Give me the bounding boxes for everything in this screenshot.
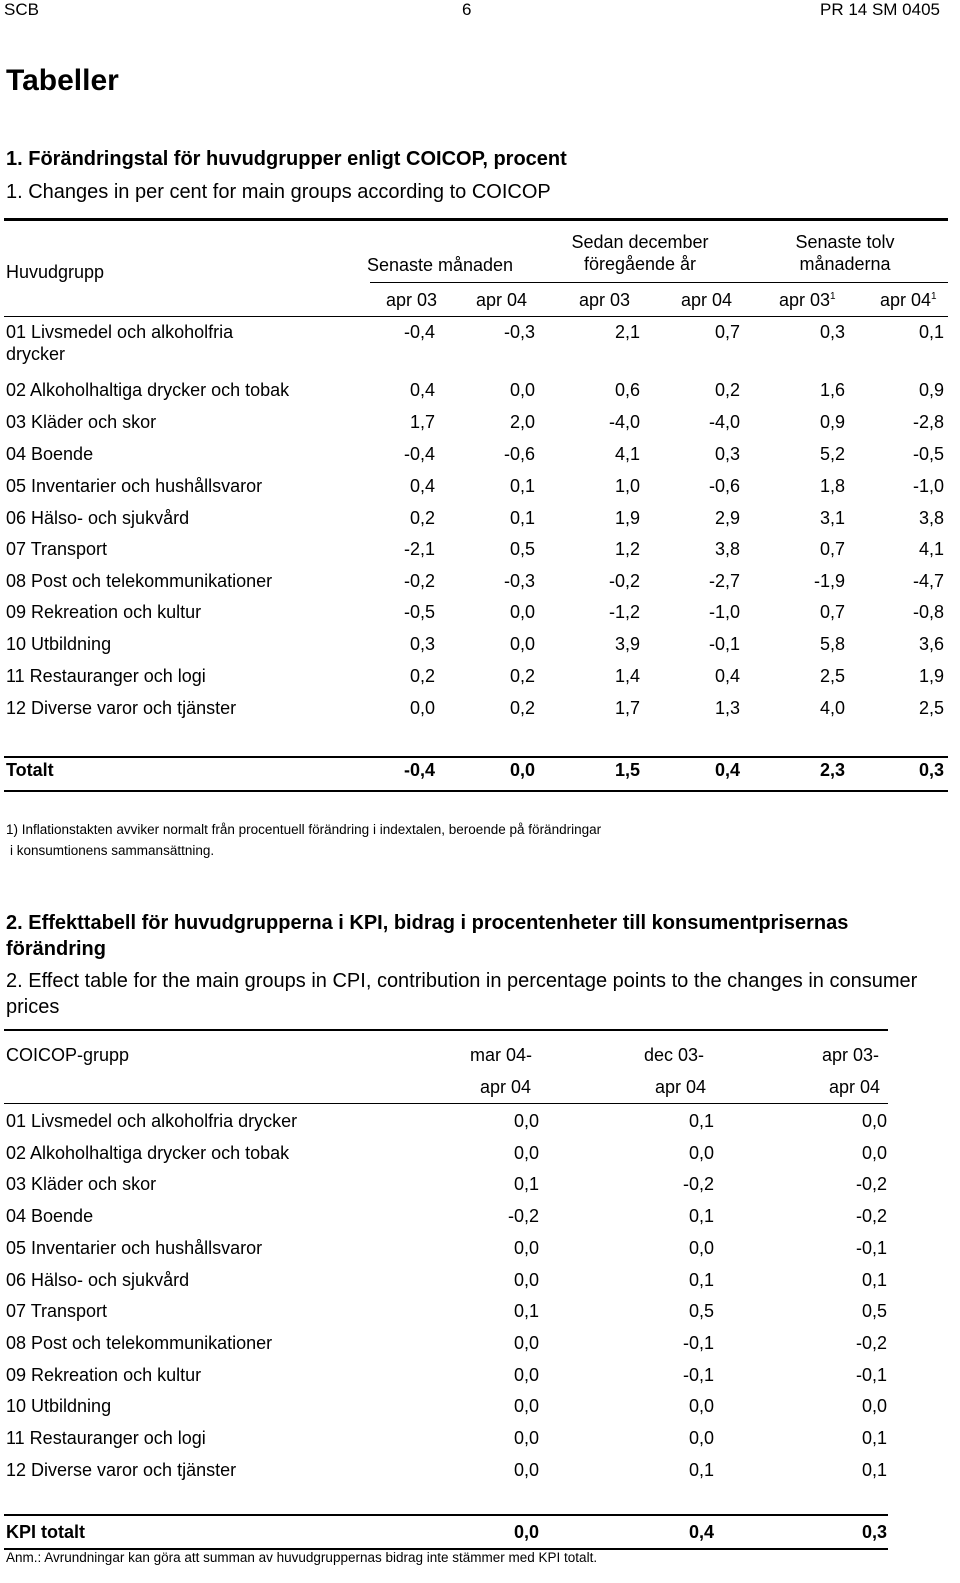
table1-cell: -2,7 [708, 571, 740, 591]
table1-cell: 0,0 [409, 698, 435, 718]
table2-cell: 0,1 [861, 1269, 887, 1290]
table1-row-label: 11 Restauranger och logi [6, 666, 206, 686]
table1-sub-2: apr 04 [476, 290, 528, 310]
table1-cell: 0,2 [509, 666, 535, 686]
table1-cell: 0,0 [509, 602, 535, 622]
table2-top-rule [4, 1029, 888, 1031]
table1-row-label: 06 Hälso- och sjukvård [6, 508, 190, 528]
table2-cell: 0,0 [513, 1459, 539, 1480]
table2-cell: -0,1 [682, 1364, 714, 1385]
table2-head-1b: apr 04 [480, 1077, 532, 1097]
table2-row-label: 08 Post och telekommunikationer [6, 1332, 273, 1353]
table1-row-label: 01 Livsmedel och alkoholfria [6, 322, 234, 342]
table1-total-cell: 2,3 [819, 760, 845, 780]
table2-row-label: 01 Livsmedel och alkoholfria drycker [6, 1111, 298, 1131]
table1-top-rule [4, 218, 948, 221]
table1-row-label: 02 Alkoholhaltiga drycker och tobak [6, 380, 290, 400]
table1-group-twelve-1: Senaste tolv [795, 232, 895, 252]
table1-cell: 2,1 [614, 322, 640, 342]
table1-group-last-month: Senaste månaden [366, 255, 514, 275]
table1-cell: 0,9 [819, 412, 845, 432]
table1-cell: 4,0 [819, 698, 845, 718]
table2-head-1a: mar 04- [470, 1045, 533, 1065]
table1-cell: 1,9 [614, 508, 640, 528]
table2-cell: 0,1 [688, 1459, 714, 1480]
table1-row-label: 05 Inventarier och hushållsvaror [6, 476, 263, 496]
table1-cell: -2,1 [403, 539, 435, 559]
table1-cell: -0,1 [708, 634, 740, 654]
table2-cell: -0,1 [682, 1332, 714, 1353]
table1-total-cell: -0,4 [403, 760, 435, 780]
table1-cell: 4,1 [918, 539, 944, 559]
table2-cell: -0,2 [855, 1206, 887, 1227]
table1-cell: 0,7 [819, 602, 845, 622]
table2-head-3b: apr 04 [829, 1077, 881, 1097]
table1-cell: 3,6 [918, 634, 944, 654]
table1-cell: -1,9 [813, 571, 845, 591]
table1-cell: 5,2 [819, 444, 845, 464]
table1-cell: 1,2 [614, 539, 640, 559]
table1-cell: -1,0 [708, 602, 740, 622]
table1-cell: 0,1 [918, 322, 944, 342]
table2-cell: 0,1 [688, 1111, 714, 1131]
table2-cell: 0,0 [513, 1428, 539, 1448]
header-right: PR 14 SM 0405 [819, 0, 940, 19]
table2-row-label: 12 Diverse varor och tjänster [6, 1459, 237, 1480]
table1-cell: 0,2 [509, 698, 535, 718]
table1-cell: 3,8 [918, 508, 944, 528]
table1-cell: 5,8 [819, 634, 845, 654]
table2-cell: 0,0 [513, 1142, 539, 1163]
table1-title-sv: 1. Förändringstal för huvudgrupper enligt COICOP, procent [6, 148, 567, 170]
table1-cell: 0,3 [409, 634, 435, 654]
table1-cell: 0,2 [714, 380, 740, 400]
table2-head-2a: dec 03- [644, 1045, 705, 1065]
table2-cell: 0,0 [513, 1111, 539, 1131]
table2-row-label: 06 Hälso- och sjukvård [6, 1269, 190, 1290]
table1-row-label: 09 Rekreation och kultur [6, 602, 202, 622]
table2-cell: -0,2 [855, 1332, 887, 1353]
table2-row-label: 04 Boende [6, 1206, 94, 1227]
section-title: Tabeller [6, 64, 119, 97]
table2-cell: -0,1 [855, 1364, 887, 1385]
table2-head-3a: apr 03- [822, 1045, 880, 1065]
table1-cell: 3,1 [819, 508, 845, 528]
table1-cell: 0,2 [409, 508, 435, 528]
table1-cell: -0,2 [403, 571, 435, 591]
table1-cell: -4,7 [912, 571, 944, 591]
table2-row-label: 09 Rekreation och kultur [6, 1364, 202, 1385]
table1-cell: -2,8 [912, 412, 944, 432]
table1-total-cell: 1,5 [614, 760, 640, 780]
table1-sub-1: apr 03 [386, 290, 438, 310]
table2-cell: 0,1 [513, 1301, 539, 1322]
table1-cell: 2,5 [918, 698, 944, 718]
table1-total-label: Totalt [6, 760, 54, 780]
table1-cell: 4,1 [614, 444, 640, 464]
table2-cell: 0,0 [513, 1332, 539, 1353]
table2-header-rule [4, 1103, 888, 1104]
table1-total-cell: 0,0 [509, 760, 535, 780]
table1-title-en: 1. Changes in per cent for main groups according to COICOP [6, 181, 551, 203]
table1-cell: 3,8 [714, 539, 740, 559]
table1-row-label-cont: drycker [6, 344, 66, 364]
table1-cell: -0,5 [912, 444, 944, 464]
table1-cell: 0,3 [714, 444, 740, 464]
table2-total-cell: 0,4 [688, 1522, 714, 1542]
table1-cell: 0,7 [714, 322, 740, 342]
table2-total-cell: 0,3 [861, 1522, 887, 1542]
table1-row-label: 04 Boende [6, 444, 94, 464]
table2-cell: 0,1 [861, 1459, 887, 1480]
table2-cell: 0,0 [513, 1237, 539, 1258]
table1-row-label: 12 Diverse varor och tjänster [6, 698, 237, 718]
table2-cell: 0,1 [688, 1269, 714, 1290]
table1-cell: 0,2 [409, 666, 435, 686]
table1-cell: -0,3 [503, 322, 535, 342]
table2-cell: 0,1 [688, 1206, 714, 1227]
table1-cell: 0,9 [918, 380, 944, 400]
table1-cell: -0,3 [503, 571, 535, 591]
table1-cell: -0,6 [503, 444, 535, 464]
table1-cell: -0,4 [403, 444, 435, 464]
table1-row-label: 03 Kläder och skor [6, 412, 157, 432]
table2-row-label: 07 Transport [6, 1301, 108, 1322]
table1-footnote-2: i konsumtionens sammansättning. [10, 843, 215, 858]
table1-cell: 1,3 [714, 698, 740, 718]
table1-cell: -0,5 [403, 602, 435, 622]
table1-cell: 0,4 [409, 380, 435, 400]
table2-head-2b: apr 04 [655, 1077, 707, 1097]
table1-group-since-dec-1: Sedan december [571, 232, 709, 252]
table1-row-label: 08 Post och telekommunikationer [6, 571, 273, 591]
table2-cell: 0,0 [688, 1142, 714, 1163]
page-number: 6 [462, 0, 472, 19]
table2-col-label: COICOP-grupp [6, 1045, 130, 1065]
table1-cell: 1,0 [614, 476, 640, 496]
table1-col-label: Huvudgrupp [6, 262, 105, 282]
table1-sub-4: apr 04 [681, 290, 733, 310]
table1-cell: 1,9 [918, 666, 944, 686]
table1-cell: 0,3 [819, 322, 845, 342]
header-left: SCB [4, 0, 39, 19]
table1-cell: 2,0 [509, 412, 535, 432]
table1-cell: 0,4 [714, 666, 740, 686]
table1-cell: 0,1 [509, 476, 535, 496]
table1-sub-6: apr $04^1$ [880, 290, 937, 310]
table1-sub-5: apr $03^1$ [779, 290, 836, 310]
table1-cell: 0,4 [409, 476, 435, 496]
table2-cell: 0,1 [861, 1428, 887, 1448]
table2-cell: 0,0 [513, 1364, 539, 1385]
table1-footnote-1: 1) Inflationstakten avviker normalt från procentuell förändring i indextalen, beroende på förändringar [6, 822, 602, 837]
table2-cell: -0,1 [855, 1237, 887, 1258]
table1-cell: 0,0 [509, 634, 535, 654]
table1-cell: -4,0 [708, 412, 740, 432]
table2-cell: 0,5 [861, 1301, 887, 1322]
table2-cell: 0,5 [688, 1301, 714, 1322]
table1-cell: -0,4 [403, 322, 435, 342]
table1-sub-rule [370, 282, 948, 283]
table2-cell: 0,0 [861, 1111, 887, 1131]
table1-cell: 3,9 [614, 634, 640, 654]
table2-cell: 0,0 [513, 1269, 539, 1290]
table1-cell: -4,0 [608, 412, 640, 432]
table1-cell: 0,5 [509, 539, 535, 559]
table2-total-label: KPI totalt [6, 1522, 85, 1542]
table2-title-en: 2. Effect table for the main groups in CPI, contribution in percentage points to the changes in consumer prices [6, 970, 918, 1018]
table2-title-sv: 2. Effekttabell för huvudgrupperna i KPI, bidrag i procentenheter till konsumentprisernas förändring [6, 912, 849, 960]
table1-cell: 1,4 [614, 666, 640, 686]
table2-total-cell: 0,0 [513, 1522, 539, 1542]
table1-total-rule [4, 756, 948, 758]
table1-cell: -1,2 [608, 602, 640, 622]
table1-cell: 0,1 [509, 508, 535, 528]
table1-cell: -0,8 [912, 602, 944, 622]
table2-row-label: 02 Alkoholhaltiga drycker och tobak [6, 1142, 290, 1163]
table2-total-rule [4, 1514, 888, 1516]
table2-cell: 0,0 [688, 1428, 714, 1448]
table1-cell: 1,7 [614, 698, 640, 718]
table1-cell: 1,8 [819, 476, 845, 496]
table1-cell: 1,6 [819, 380, 845, 400]
table1-group-since-dec-2: föregående år [583, 254, 697, 274]
table1-cell: 0,0 [509, 380, 535, 400]
table1-cell: 0,6 [614, 380, 640, 400]
table1-cell: -1,0 [912, 476, 944, 496]
table2-row-label: 11 Restauranger och logi [6, 1428, 206, 1448]
table1-header-rule [4, 316, 948, 317]
table2-cell: 0,0 [688, 1237, 714, 1258]
table1-total-cell: 0,4 [714, 760, 740, 780]
table2-cell: -0,2 [855, 1174, 887, 1195]
table2-cell: -0,2 [682, 1174, 714, 1195]
table2-cell: 0,0 [861, 1396, 887, 1417]
table1-total-cell: 0,3 [918, 760, 944, 780]
table1-sub-3: apr 03 [579, 290, 631, 310]
table1-row-label: 07 Transport [6, 539, 108, 559]
table2-cell: 0,1 [513, 1174, 539, 1195]
table2-row-label: 05 Inventarier och hushållsvaror [6, 1237, 263, 1258]
table1-group-twelve-2: månaderna [799, 254, 891, 274]
table1-cell: -0,6 [708, 476, 740, 496]
table1-bottom-rule [4, 790, 948, 792]
table2-row-label: 10 Utbildning [6, 1396, 112, 1417]
table1-row-label: 10 Utbildning [6, 634, 112, 654]
table2-row-label: 03 Kläder och skor [6, 1174, 157, 1195]
table1-cell: -0,2 [608, 571, 640, 591]
table1-cell: 2,5 [819, 666, 845, 686]
table1-cell: 2,9 [714, 508, 740, 528]
table2-note: Anm.: Avrundningar kan göra att summan av huvudgruppernas bidrag inte stämmer med KPI totalt. [6, 1550, 598, 1565]
table1-cell: 0,7 [819, 539, 845, 559]
table2-cell: 0,0 [513, 1396, 539, 1417]
table2-cell: -0,2 [507, 1206, 539, 1227]
table1-cell: 1,7 [409, 412, 435, 432]
table2-cell: 0,0 [688, 1396, 714, 1417]
table2-cell: 0,0 [861, 1142, 887, 1163]
